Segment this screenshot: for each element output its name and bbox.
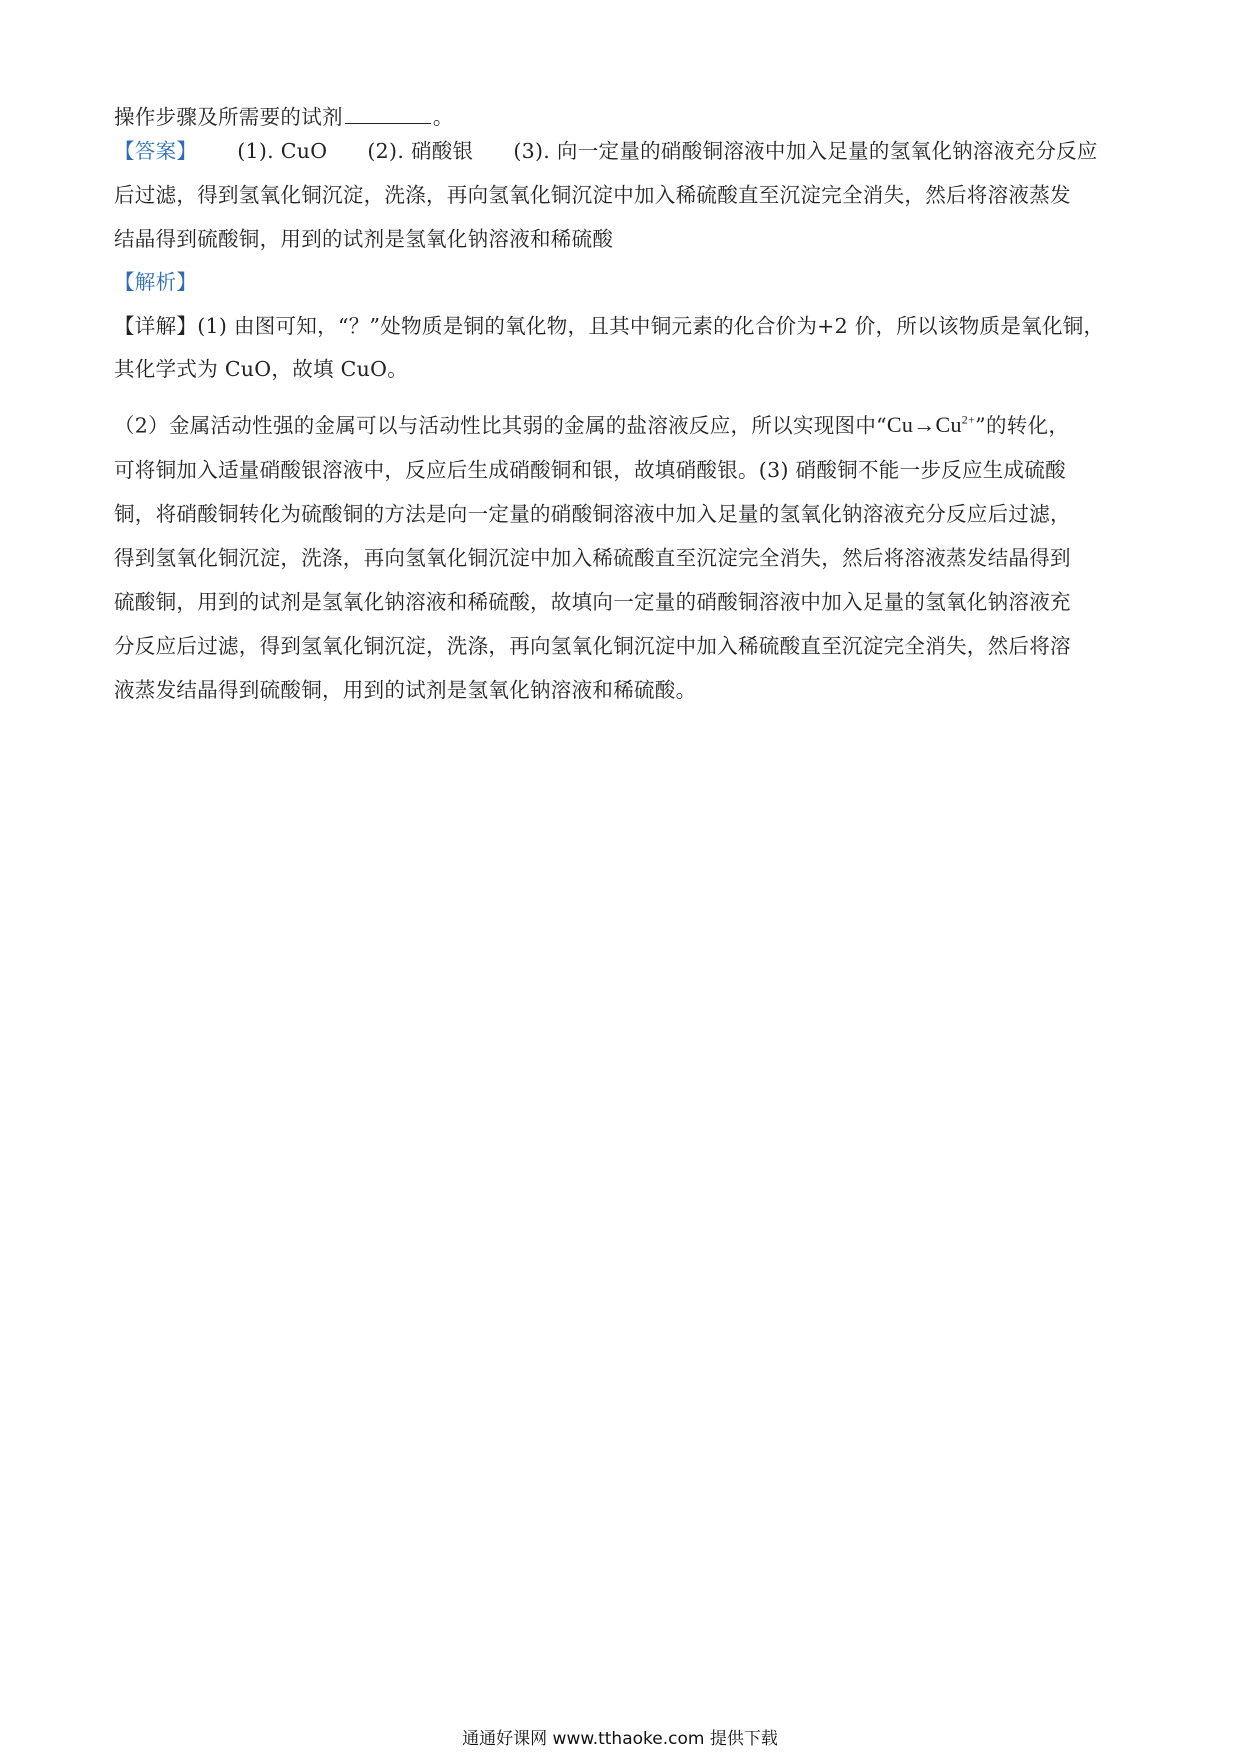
detail-line-9: 液蒸发结晶得到硫酸铜，用到的试剂是氢氧化钠溶液和稀硫酸。 <box>114 678 697 702</box>
analysis-label: 【解析】 <box>114 270 198 294</box>
answer-part3: (3). 向一定量的硝酸铜溶液中加入足量的氢氧化钠溶液充分反应 <box>513 139 1098 163</box>
formula-right: Cu <box>935 412 962 438</box>
answer-line-3: 结晶得到硫酸铜，用到的试剂是氢氧化钠溶液和稀硫酸 <box>114 227 614 251</box>
detail-line-8: 分反应后过滤，得到氢氧化铜沉淀，洗涤，再向氢氧化铜沉淀中加入稀硫酸直至沉淀完全消失，然后将溶 <box>114 634 1071 658</box>
detail-line-3-text: （2）金属活动性强的金属可以与活动性比其弱的金属的盐溶液反应，所以实现图中“ <box>114 413 887 438</box>
detail-line-3-end: ”的转化， <box>975 413 1070 438</box>
detail-line-2: 其化学式为 CuO，故填 CuO。 <box>114 357 409 381</box>
footer-watermark: 通通好课网 www.tthaoke.com 提供下载 <box>462 1729 778 1749</box>
answer-blank <box>345 103 431 124</box>
detail-line-3 <box>114 405 1134 440</box>
question-text: 操作步骤及所需要的试剂 <box>114 105 343 129</box>
answer-part1: (1). CuO <box>237 139 328 163</box>
detail-line-6: 得到氢氧化铜沉淀，洗涤，再向氢氧化铜沉淀中加入稀硫酸直至沉淀完全消失，然后将溶液蒸发结晶得到 <box>114 546 1071 570</box>
answer-label: 【答案】 <box>114 139 198 163</box>
question-line <box>114 102 1134 132</box>
detail-line-5: 铜，将硝酸铜转化为硫酸铜的方法是向一定量的硝酸铜溶液中加入足量的氢氧化钠溶液充分反应后过滤， <box>114 502 1071 526</box>
formula-superscript: 2+ <box>961 413 976 427</box>
detail-line-4: 可将铜加入适量硝酸银溶液中，反应后生成硝酸铜和银，故填硝酸银。(3) 硝酸铜不能一步反应生成硫酸 <box>114 458 1066 482</box>
question-end: 。 <box>432 105 454 129</box>
detail-line-7: 硫酸铜，用到的试剂是氢氧化钠溶液和稀硫酸，故填向一定量的硝酸铜溶液中加入足量的氢氧化钠溶液充 <box>114 590 1071 614</box>
formula-cu-to-cu2 <box>887 412 975 437</box>
answer-part2: (2). 硝酸银 <box>367 139 474 163</box>
answer-line-2: 后过滤，得到氢氧化铜沉淀，洗涤，再向氢氧化铜沉淀中加入稀硫酸直至沉淀完全消失，然后将溶液蒸发 <box>114 183 1071 207</box>
answer-line-1 <box>114 136 1134 166</box>
arrow-icon: → <box>913 412 936 438</box>
formula-left: Cu <box>886 412 914 438</box>
detail-line-1: 【详解】(1) 由图可知，“？”处物质是铜的氧化物，且其中铜元素的化合价为+2 价，所以该物质是氧化铜， <box>114 314 1105 338</box>
